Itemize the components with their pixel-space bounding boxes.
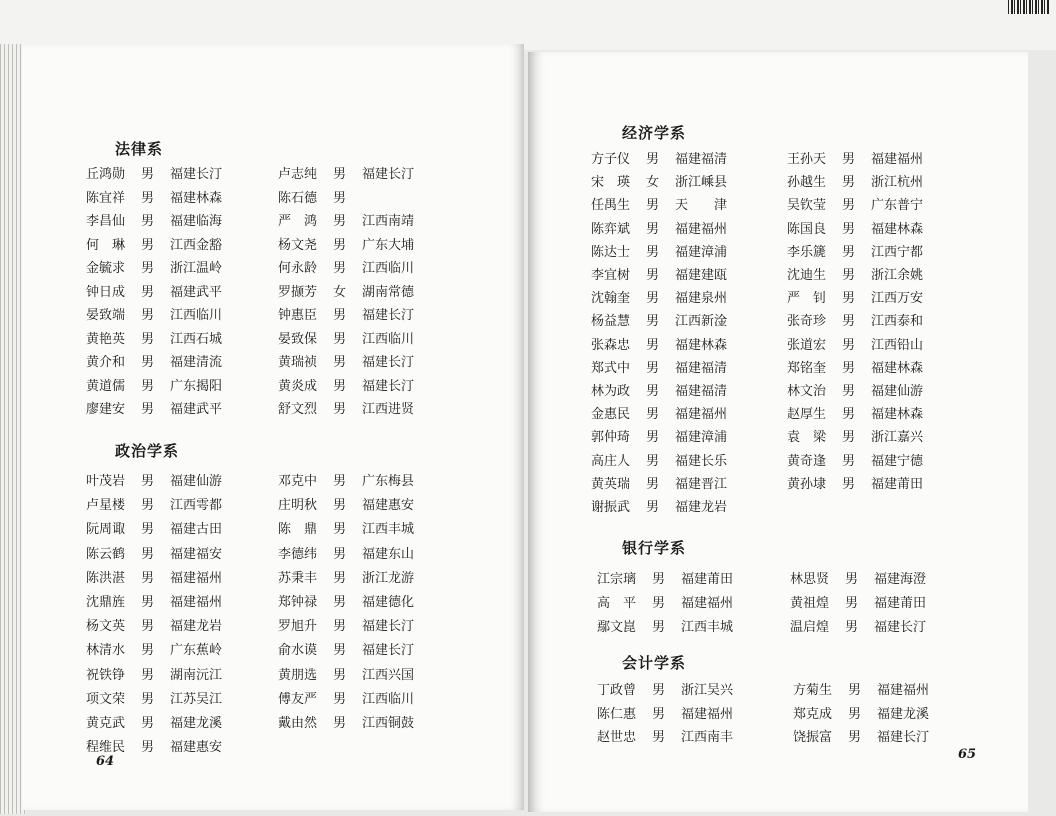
student-hometown: 广东普宁 xyxy=(871,198,924,213)
student-hometown: 福建武平 xyxy=(170,285,223,300)
student-hometown: 福建福州 xyxy=(681,707,734,722)
student-sex: 男 xyxy=(646,268,660,283)
student-hometown: 福建长汀 xyxy=(170,167,223,182)
student-hometown: 浙江余姚 xyxy=(871,268,924,283)
student-name: 金惠民 xyxy=(591,407,631,422)
student-name: 罗旭升 xyxy=(278,619,318,634)
student-hometown: 福建泉州 xyxy=(675,291,728,306)
student-name: 俞水谟 xyxy=(278,643,318,658)
student-hometown: 江西南丰 xyxy=(681,730,734,745)
student-sex: 男 xyxy=(333,261,347,276)
student-hometown: 福建清流 xyxy=(170,355,223,370)
student-name: 高庄人 xyxy=(591,454,631,469)
student-hometown: 福建宁德 xyxy=(871,454,924,469)
student-hometown: 天 津 xyxy=(675,198,728,213)
student-name: 黄炎成 xyxy=(278,379,318,394)
page-number-left: 64 xyxy=(96,754,115,769)
student-sex: 男 xyxy=(333,547,347,562)
student-name: 高 平 xyxy=(597,596,637,611)
student-name: 陈宜祥 xyxy=(86,191,126,206)
student-sex: 男 xyxy=(141,619,155,634)
student-sex: 男 xyxy=(842,245,856,260)
student-hometown: 江西兴国 xyxy=(362,668,415,683)
student-name: 李宜树 xyxy=(591,268,631,283)
student-sex: 男 xyxy=(333,379,347,394)
barcode-mark xyxy=(1008,0,1050,14)
student-name: 林为政 xyxy=(591,384,631,399)
student-sex: 男 xyxy=(842,175,856,190)
student-name: 卢志纯 xyxy=(278,167,318,182)
student-hometown: 福建海澄 xyxy=(874,572,927,587)
student-hometown: 福建长汀 xyxy=(362,308,415,323)
student-hometown: 福建福清 xyxy=(675,361,728,376)
student-name: 邓克中 xyxy=(278,474,318,489)
student-sex: 男 xyxy=(646,500,660,515)
student-name: 黄克武 xyxy=(86,716,126,731)
student-name: 王孙天 xyxy=(787,152,827,167)
student-hometown: 江西丰城 xyxy=(681,620,734,635)
section-title: 政治学系 xyxy=(115,442,180,460)
student-sex: 男 xyxy=(333,716,347,731)
student-name: 李乐篪 xyxy=(787,245,827,260)
student-sex: 男 xyxy=(141,716,155,731)
student-sex: 男 xyxy=(141,740,155,755)
student-name: 沈迪生 xyxy=(787,268,827,283)
student-name: 林文治 xyxy=(787,384,827,399)
student-name: 鄢文崑 xyxy=(597,620,637,635)
student-sex: 男 xyxy=(842,477,856,492)
student-sex: 男 xyxy=(333,474,347,489)
student-sex: 男 xyxy=(842,314,856,329)
student-hometown: 福建福州 xyxy=(871,152,924,167)
student-hometown: 江西进贤 xyxy=(362,402,415,417)
student-hometown: 江西临川 xyxy=(170,308,223,323)
student-hometown: 福建林森 xyxy=(675,338,728,353)
student-sex: 男 xyxy=(845,596,859,611)
student-name: 江宗璃 xyxy=(597,572,637,587)
student-hometown: 江苏吴江 xyxy=(170,692,223,707)
student-name: 叶茂岩 xyxy=(86,474,126,489)
student-sex: 男 xyxy=(333,355,347,370)
student-sex: 男 xyxy=(141,332,155,347)
student-hometown: 福建长汀 xyxy=(877,730,930,745)
student-hometown: 福建临海 xyxy=(170,214,223,229)
student-sex: 男 xyxy=(646,291,660,306)
student-name: 郑克成 xyxy=(793,707,833,722)
student-name: 陈仁惠 xyxy=(597,707,637,722)
student-hometown: 广东蕉岭 xyxy=(170,643,223,658)
student-hometown: 福建长汀 xyxy=(362,355,415,370)
student-hometown: 福建长汀 xyxy=(362,167,415,182)
student-hometown: 福建长乐 xyxy=(675,454,728,469)
section-title: 法律系 xyxy=(115,140,164,158)
student-hometown: 福建东山 xyxy=(362,547,415,562)
student-name: 卢星楼 xyxy=(86,498,126,513)
student-sex: 男 xyxy=(646,152,660,167)
student-sex: 男 xyxy=(646,384,660,399)
student-name: 程维民 xyxy=(86,740,126,755)
student-hometown: 浙江吴兴 xyxy=(681,683,734,698)
student-name: 金毓求 xyxy=(86,261,126,276)
student-hometown: 福建漳浦 xyxy=(675,430,728,445)
student-name: 祝铁铮 xyxy=(86,668,126,683)
student-hometown: 福建福安 xyxy=(170,547,223,562)
student-sex: 男 xyxy=(842,384,856,399)
student-hometown: 福建福清 xyxy=(675,384,728,399)
page-number-right: 65 xyxy=(958,747,977,762)
student-sex: 男 xyxy=(842,291,856,306)
student-sex: 男 xyxy=(848,730,862,745)
student-hometown: 福建惠安 xyxy=(362,498,415,513)
student-sex: 男 xyxy=(141,308,155,323)
student-hometown: 福建晋江 xyxy=(675,477,728,492)
student-hometown: 浙江龙游 xyxy=(362,571,415,586)
student-sex: 男 xyxy=(646,477,660,492)
student-hometown: 福建龙溪 xyxy=(877,707,930,722)
student-name: 任禺生 xyxy=(591,198,631,213)
student-hometown: 江西铅山 xyxy=(871,338,924,353)
student-name: 阮周诹 xyxy=(86,522,126,537)
section-title: 会计学系 xyxy=(622,654,687,672)
student-hometown: 福建仙游 xyxy=(170,474,223,489)
student-sex: 男 xyxy=(652,572,666,587)
student-sex: 男 xyxy=(333,191,347,206)
student-sex: 男 xyxy=(333,332,347,347)
student-name: 杨文尧 xyxy=(278,238,318,253)
student-sex: 男 xyxy=(842,454,856,469)
student-hometown: 福建福清 xyxy=(675,152,728,167)
student-sex: 男 xyxy=(333,498,347,513)
student-name: 陈石德 xyxy=(278,191,318,206)
student-name: 戴由然 xyxy=(278,716,318,731)
student-sex: 男 xyxy=(652,596,666,611)
student-name: 赵世忠 xyxy=(597,730,637,745)
student-sex: 男 xyxy=(646,222,660,237)
student-sex: 男 xyxy=(845,620,859,635)
student-name: 晏致端 xyxy=(86,308,126,323)
student-name: 黄瑞祯 xyxy=(278,355,318,370)
student-sex: 男 xyxy=(333,167,347,182)
student-hometown: 福建长汀 xyxy=(362,379,415,394)
student-sex: 男 xyxy=(845,572,859,587)
student-hometown: 福建林森 xyxy=(871,361,924,376)
student-name: 郭仲琦 xyxy=(591,430,631,445)
student-hometown: 福建古田 xyxy=(170,522,223,537)
student-hometown: 福建龙溪 xyxy=(170,716,223,731)
student-hometown: 广东揭阳 xyxy=(170,379,223,394)
student-hometown: 江西宁都 xyxy=(871,245,924,260)
student-hometown: 湖南沅江 xyxy=(170,668,223,683)
student-name: 黄朋选 xyxy=(278,668,318,683)
student-sex: 男 xyxy=(652,707,666,722)
student-name: 陈弈斌 xyxy=(591,222,631,237)
student-name: 张森忠 xyxy=(591,338,631,353)
student-hometown: 江西雩都 xyxy=(170,498,223,513)
student-hometown: 福建仙游 xyxy=(871,384,924,399)
student-name: 袁 梁 xyxy=(787,430,827,445)
student-name: 方子仪 xyxy=(591,152,631,167)
student-name: 黄英瑞 xyxy=(591,477,631,492)
student-hometown: 福建福州 xyxy=(675,222,728,237)
student-sex: 男 xyxy=(333,692,347,707)
student-name: 黄艳英 xyxy=(86,332,126,347)
student-name: 庄明秋 xyxy=(278,498,318,513)
student-name: 温启煌 xyxy=(790,620,830,635)
student-sex: 男 xyxy=(333,238,347,253)
student-sex: 男 xyxy=(842,407,856,422)
student-hometown: 浙江嘉兴 xyxy=(871,430,924,445)
student-hometown: 江西万安 xyxy=(871,291,924,306)
student-name: 何永龄 xyxy=(278,261,318,276)
student-hometown: 福建惠安 xyxy=(170,740,223,755)
student-sex: 男 xyxy=(141,285,155,300)
student-name: 项文荣 xyxy=(86,692,126,707)
student-sex: 男 xyxy=(141,547,155,562)
student-name: 谢振武 xyxy=(591,500,631,515)
student-sex: 男 xyxy=(646,361,660,376)
student-sex: 女 xyxy=(333,285,347,300)
student-name: 赵厚生 xyxy=(787,407,827,422)
student-hometown: 湖南常德 xyxy=(362,285,415,300)
student-sex: 男 xyxy=(333,571,347,586)
student-hometown: 江西金豁 xyxy=(170,238,223,253)
student-hometown: 江西丰城 xyxy=(362,522,415,537)
student-sex: 男 xyxy=(842,268,856,283)
student-hometown: 福建龙岩 xyxy=(675,500,728,515)
student-name: 李昌仙 xyxy=(86,214,126,229)
student-hometown: 福建长汀 xyxy=(362,643,415,658)
student-sex: 男 xyxy=(141,643,155,658)
student-sex: 男 xyxy=(333,643,347,658)
student-name: 张道宏 xyxy=(787,338,827,353)
student-sex: 男 xyxy=(333,595,347,610)
student-name: 严 钊 xyxy=(787,291,827,306)
student-sex: 男 xyxy=(333,214,347,229)
student-hometown: 福建漳浦 xyxy=(675,245,728,260)
student-hometown: 福建武平 xyxy=(170,402,223,417)
student-sex: 男 xyxy=(646,338,660,353)
student-hometown: 江西南靖 xyxy=(362,214,415,229)
student-sex: 男 xyxy=(842,152,856,167)
student-hometown: 浙江杭州 xyxy=(871,175,924,190)
student-name: 陈国良 xyxy=(787,222,827,237)
student-hometown: 江西临川 xyxy=(362,261,415,276)
student-name: 李德纬 xyxy=(278,547,318,562)
student-name: 郑式中 xyxy=(591,361,631,376)
student-name: 杨文英 xyxy=(86,619,126,634)
student-sex: 男 xyxy=(141,498,155,513)
student-name: 舒文烈 xyxy=(278,402,318,417)
student-name: 杨益慧 xyxy=(591,314,631,329)
scan-top-strip xyxy=(0,0,1056,50)
student-name: 黄孙埭 xyxy=(787,477,827,492)
student-name: 林清水 xyxy=(86,643,126,658)
student-name: 黄祖煌 xyxy=(790,596,830,611)
student-name: 丘鸿勋 xyxy=(86,167,126,182)
student-hometown: 浙江嵊县 xyxy=(675,175,728,190)
student-sex: 男 xyxy=(141,191,155,206)
student-sex: 男 xyxy=(333,402,347,417)
student-name: 宋 瑛 xyxy=(591,175,631,190)
student-name: 陈达士 xyxy=(591,245,631,260)
student-hometown: 福建林森 xyxy=(871,407,924,422)
student-sex: 男 xyxy=(646,198,660,213)
student-sex: 男 xyxy=(646,407,660,422)
student-sex: 男 xyxy=(141,668,155,683)
student-hometown: 江西铜鼓 xyxy=(362,716,415,731)
student-hometown: 江西临川 xyxy=(362,692,415,707)
student-sex: 男 xyxy=(141,214,155,229)
student-name: 傅友严 xyxy=(278,692,318,707)
student-name: 钟惠臣 xyxy=(278,308,318,323)
student-name: 郑钟禄 xyxy=(278,595,318,610)
student-hometown: 福建长汀 xyxy=(362,619,415,634)
student-hometown: 福建林森 xyxy=(871,222,924,237)
student-name: 苏秉丰 xyxy=(278,571,318,586)
student-name: 钟日成 xyxy=(86,285,126,300)
student-hometown: 广东梅县 xyxy=(362,474,415,489)
student-name: 黄奇逢 xyxy=(787,454,827,469)
student-name: 张奇珍 xyxy=(787,314,827,329)
student-hometown: 广东大埔 xyxy=(362,238,415,253)
student-name: 陈 鼎 xyxy=(278,522,318,537)
student-sex: 男 xyxy=(848,707,862,722)
section-title: 经济学系 xyxy=(622,124,687,142)
student-name: 陈洪湛 xyxy=(86,571,126,586)
student-hometown: 福建福州 xyxy=(170,595,223,610)
student-sex: 男 xyxy=(141,595,155,610)
student-hometown: 福建福州 xyxy=(681,596,734,611)
student-sex: 男 xyxy=(333,308,347,323)
student-name: 孙越生 xyxy=(787,175,827,190)
student-name: 沈鼎旌 xyxy=(86,595,126,610)
student-name: 饶振富 xyxy=(793,730,833,745)
student-hometown: 江西石城 xyxy=(170,332,223,347)
student-sex: 男 xyxy=(333,619,347,634)
student-hometown: 福建福州 xyxy=(675,407,728,422)
student-name: 晏致保 xyxy=(278,332,318,347)
student-name: 廖建安 xyxy=(86,402,126,417)
student-sex: 男 xyxy=(652,730,666,745)
student-hometown: 浙江温岭 xyxy=(170,261,223,276)
student-hometown: 福建林森 xyxy=(170,191,223,206)
student-sex: 男 xyxy=(141,402,155,417)
student-name: 丁政曾 xyxy=(597,683,637,698)
student-hometown: 福建莆田 xyxy=(681,572,734,587)
student-hometown: 江西临川 xyxy=(362,332,415,347)
student-name: 陈云鹤 xyxy=(86,547,126,562)
section-title: 银行学系 xyxy=(622,539,687,557)
student-sex: 男 xyxy=(141,474,155,489)
student-name: 严 鸿 xyxy=(278,214,318,229)
student-name: 何 琳 xyxy=(86,238,126,253)
student-sex: 男 xyxy=(333,522,347,537)
student-sex: 男 xyxy=(652,620,666,635)
student-sex: 男 xyxy=(141,167,155,182)
student-hometown: 福建莆田 xyxy=(871,477,924,492)
student-sex: 男 xyxy=(842,198,856,213)
student-name: 黄介和 xyxy=(86,355,126,370)
student-name: 方菊生 xyxy=(793,683,833,698)
student-name: 沈翰奎 xyxy=(591,291,631,306)
student-sex: 男 xyxy=(333,668,347,683)
student-name: 黄道儒 xyxy=(86,379,126,394)
student-sex: 男 xyxy=(646,430,660,445)
student-name: 林思贤 xyxy=(790,572,830,587)
student-hometown: 福建福州 xyxy=(877,683,930,698)
student-name: 吴钦莹 xyxy=(787,198,827,213)
student-sex: 男 xyxy=(646,245,660,260)
student-hometown: 江西泰和 xyxy=(871,314,924,329)
student-sex: 男 xyxy=(646,314,660,329)
student-sex: 男 xyxy=(141,379,155,394)
student-sex: 男 xyxy=(141,522,155,537)
student-sex: 男 xyxy=(141,238,155,253)
student-hometown: 福建龙岩 xyxy=(170,619,223,634)
student-sex: 男 xyxy=(646,454,660,469)
student-sex: 男 xyxy=(652,683,666,698)
student-hometown: 福建建瓯 xyxy=(675,268,728,283)
student-hometown: 福建福州 xyxy=(170,571,223,586)
student-hometown: 福建莆田 xyxy=(874,596,927,611)
student-sex: 男 xyxy=(842,361,856,376)
student-sex: 男 xyxy=(141,571,155,586)
student-sex: 男 xyxy=(141,355,155,370)
student-sex: 男 xyxy=(842,222,856,237)
student-sex: 女 xyxy=(646,175,660,190)
student-sex: 男 xyxy=(141,261,155,276)
student-sex: 男 xyxy=(848,683,862,698)
student-sex: 男 xyxy=(141,692,155,707)
student-sex: 男 xyxy=(842,430,856,445)
student-sex: 男 xyxy=(842,338,856,353)
student-name: 罗撷芳 xyxy=(278,285,318,300)
student-hometown: 福建德化 xyxy=(362,595,415,610)
student-hometown: 江西新淦 xyxy=(675,314,728,329)
student-hometown: 福建长汀 xyxy=(874,620,927,635)
student-name: 郑铭奎 xyxy=(787,361,827,376)
